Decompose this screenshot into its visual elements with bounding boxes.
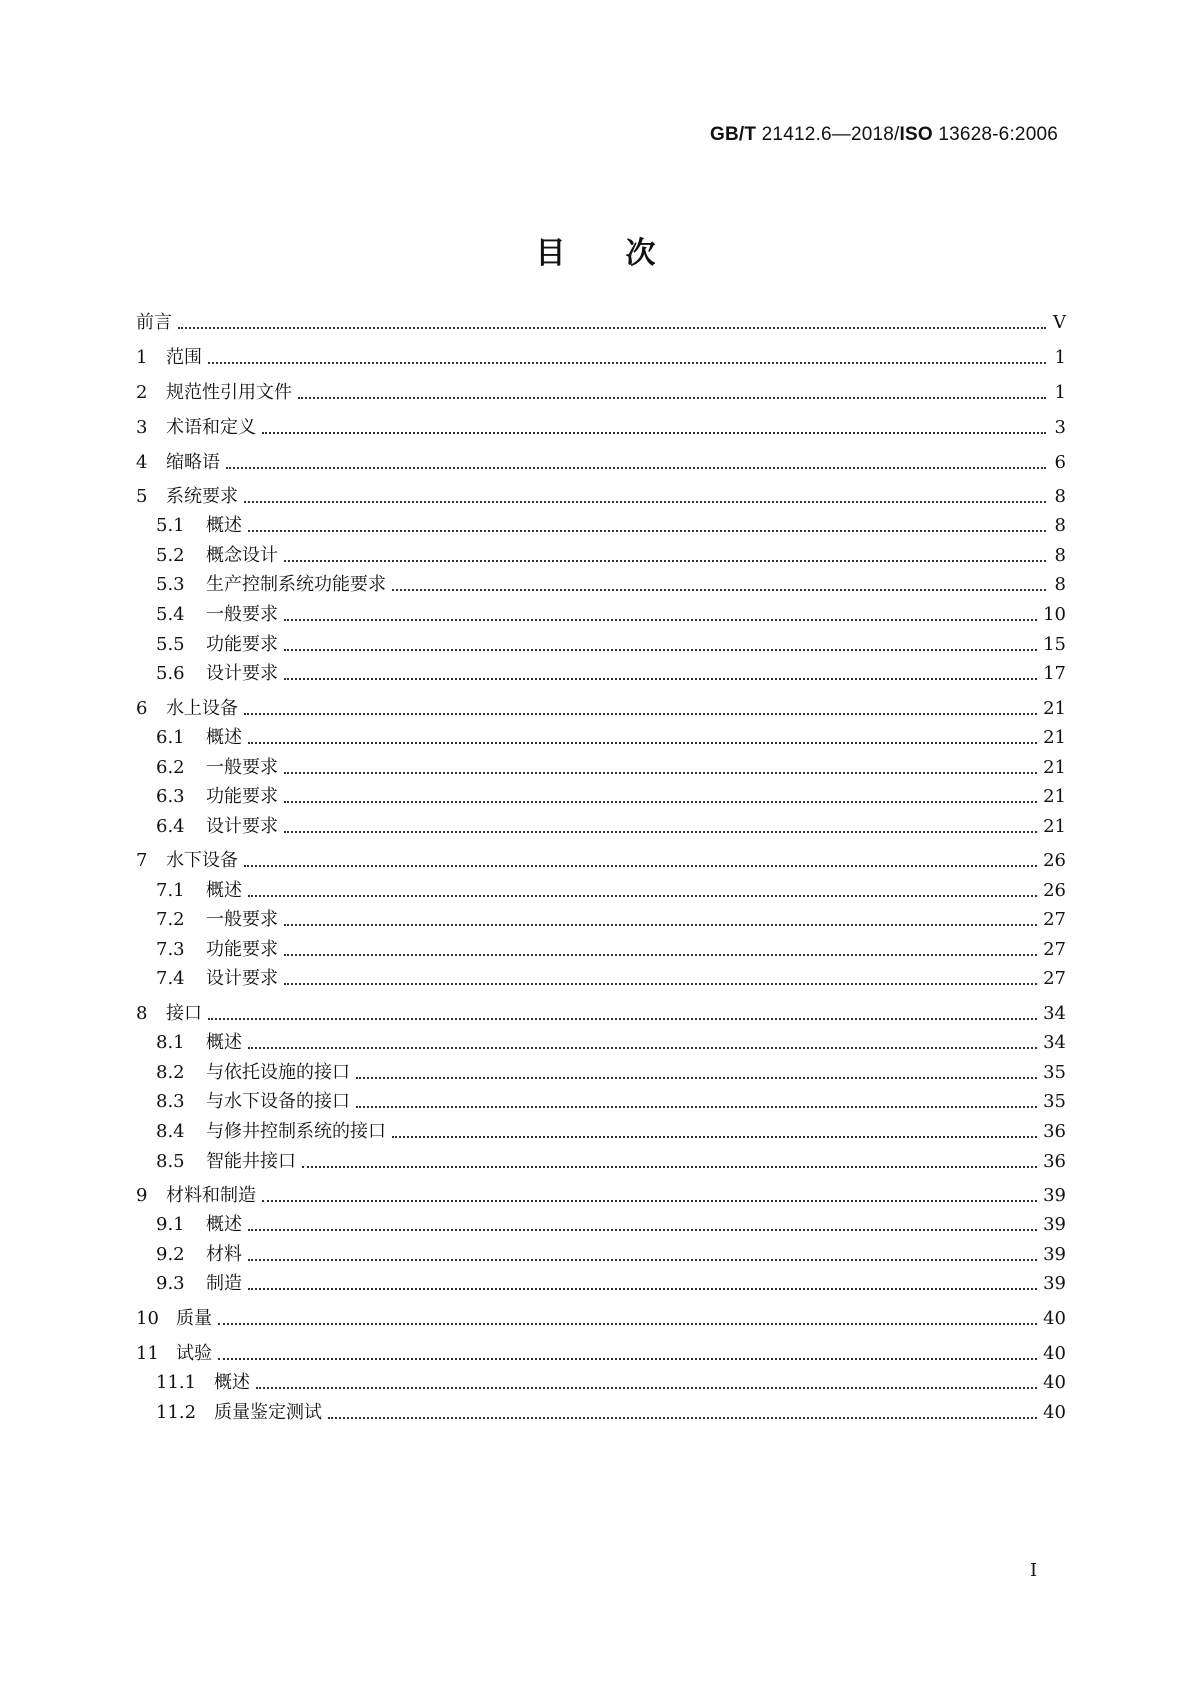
toc-entry[interactable]: [136, 848, 1066, 874]
toc-entry-title: 规范性引用文件: [166, 382, 292, 403]
toc-entry[interactable]: [156, 907, 1066, 933]
toc-entry-title: 功能要求: [206, 786, 278, 807]
toc-entry-number: 7.2: [156, 909, 185, 930]
toc-leader-dots: [248, 1258, 1037, 1261]
toc-leader-dots: [244, 500, 1046, 503]
toc-entry-page: 21: [1043, 816, 1066, 837]
toc-entry-number: 5.1: [156, 515, 185, 536]
toc-entry-label: [136, 380, 292, 406]
toc-leader-dots: [248, 1287, 1037, 1290]
toc-entry-label: [156, 1089, 350, 1115]
toc-entry[interactable]: [136, 696, 1066, 722]
toc-entry-number: 5: [136, 486, 148, 507]
toc-entry[interactable]: [136, 1001, 1066, 1027]
toc-entry-title: 设计要求: [206, 663, 278, 684]
toc-entry-title: 接口: [166, 1003, 202, 1024]
toc-leader-dots: [262, 431, 1046, 434]
standard-code-suffix: 13628-6:2006: [932, 124, 1058, 145]
toc-entry-label: [156, 784, 278, 810]
toc-entry-page: 34: [1043, 1032, 1066, 1053]
toc-entry-label: [156, 572, 386, 598]
toc-entry-page: 8: [1054, 515, 1066, 536]
toc-leader-dots: [284, 982, 1037, 985]
toc-entry[interactable]: [156, 966, 1066, 992]
toc-entry-page: 39: [1043, 1244, 1066, 1265]
toc-leader-dots: [284, 771, 1037, 774]
toc-entry-title: 生产控制系统功能要求: [206, 574, 386, 595]
toc-entry[interactable]: [136, 450, 1066, 476]
toc-entry-title: 概述: [206, 1214, 242, 1235]
toc-leader-dots: [284, 618, 1037, 621]
toc-entry[interactable]: [156, 755, 1066, 781]
toc-entry-title: 系统要求: [166, 486, 238, 507]
toc-entry-title: 功能要求: [206, 939, 278, 960]
toc-leader-dots: [248, 741, 1037, 744]
toc-entry-page: 40: [1043, 1343, 1066, 1364]
toc-entry-label: [136, 1341, 212, 1367]
toc-entry-label: [136, 1001, 202, 1027]
toc-entry-title: 设计要求: [206, 816, 278, 837]
toc-entry-page: Ⅴ: [1053, 312, 1066, 333]
toc-entry[interactable]: [156, 1030, 1066, 1056]
toc-entry-page: 1: [1054, 347, 1066, 368]
toc-entry-label: [156, 543, 278, 569]
toc-entry-label: [136, 1183, 256, 1209]
toc-leader-dots: [248, 1046, 1037, 1049]
toc-entry[interactable]: [156, 1149, 1066, 1175]
toc-entry-page: 3: [1054, 417, 1066, 438]
toc-entry-number: 8.4: [156, 1121, 185, 1142]
toc-entry-page: 34: [1043, 1003, 1066, 1024]
toc-entry-number: 1: [136, 347, 148, 368]
toc-entry-number: 9.1: [156, 1214, 185, 1235]
toc-entry-page: 27: [1043, 939, 1066, 960]
toc-entry-number: 6.4: [156, 816, 185, 837]
toc-entry-number: 8.1: [156, 1032, 185, 1053]
toc-entry-number: 7.1: [156, 880, 185, 901]
toc-entry-label: [156, 907, 278, 933]
toc-entry-title: 与修井控制系统的接口: [206, 1121, 386, 1142]
toc-entry-label: [156, 1370, 250, 1396]
page-title: 目 次: [535, 236, 656, 271]
toc-entry-title: 术语和定义: [166, 417, 256, 438]
toc-entry-label: [156, 1119, 386, 1145]
toc-leader-dots: [208, 361, 1046, 364]
toc-entry-page: 36: [1043, 1151, 1066, 1172]
toc-entry-number: 7.3: [156, 939, 185, 960]
toc-entry-label: [156, 1212, 242, 1238]
toc-entry-label: [156, 1149, 296, 1175]
toc-leader-dots: [302, 1165, 1037, 1168]
toc-entry-label: [136, 345, 202, 371]
toc-entry-number: 11.2: [156, 1402, 197, 1423]
toc-entry-label: [156, 1030, 242, 1056]
toc-entry[interactable]: [156, 878, 1066, 904]
toc-leader-dots: [256, 1386, 1037, 1389]
standard-code-main: 21412.6—2018/: [756, 124, 900, 145]
toc-entry-number: 5.4: [156, 604, 185, 625]
toc-entry-label: [156, 1271, 242, 1297]
toc-entry-title: 质量鉴定测试: [214, 1402, 322, 1423]
toc-leader-dots: [208, 1017, 1037, 1020]
toc-entry-number: 11.1: [156, 1372, 197, 1393]
page-number: Ⅰ: [1030, 1560, 1038, 1581]
toc-entry-number: 10: [136, 1308, 159, 1329]
toc-entry-number: 2: [136, 382, 148, 403]
toc-entry-page: 39: [1043, 1185, 1066, 1206]
toc-entry-number: 4: [136, 452, 148, 473]
toc-entry-label: [156, 966, 278, 992]
toc-entry-page: 6: [1054, 452, 1066, 473]
toc-entry-title: 概述: [206, 515, 242, 536]
toc-entry[interactable]: [156, 1370, 1066, 1396]
toc-entry-title: 概述: [214, 1372, 250, 1393]
toc-entry-number: 8.2: [156, 1062, 185, 1083]
toc-entry-page: 36: [1043, 1121, 1066, 1142]
toc-entry[interactable]: [156, 1242, 1066, 1268]
toc-leader-dots: [248, 894, 1037, 897]
toc-leader-dots: [248, 1228, 1037, 1231]
toc-entry-title: 设计要求: [206, 968, 278, 989]
toc-leader-dots: [284, 830, 1037, 833]
toc-entry[interactable]: [136, 484, 1066, 510]
toc-entry-number: 6.2: [156, 757, 185, 778]
toc-entry[interactable]: [156, 1119, 1066, 1145]
toc-entry-page: 8: [1054, 574, 1066, 595]
toc-entry[interactable]: [136, 415, 1066, 441]
toc-entry-number: 8.3: [156, 1091, 185, 1112]
toc-entry-label: [136, 450, 220, 476]
toc-entry-page: 21: [1043, 727, 1066, 748]
toc-entry-title: 智能井接口: [206, 1151, 296, 1172]
toc-entry-label: [136, 484, 238, 510]
toc-entry[interactable]: [156, 543, 1066, 569]
toc-entry-page: 8: [1054, 486, 1066, 507]
toc-leader-dots: [328, 1416, 1037, 1419]
toc-entry-page: 35: [1043, 1062, 1066, 1083]
toc-entry-label: [136, 310, 172, 336]
toc-entry-title: 功能要求: [206, 634, 278, 655]
toc-entry-label: [156, 1242, 242, 1268]
toc-entry-number: 3: [136, 417, 148, 438]
toc-entry-page: 1: [1054, 382, 1066, 403]
toc-entry-title: 制造: [206, 1273, 242, 1294]
toc-entry-title: 与水下设备的接口: [206, 1091, 350, 1112]
toc-entry-label: [136, 1306, 212, 1332]
toc-leader-dots: [244, 712, 1037, 715]
toc-entry-label: [156, 602, 278, 628]
toc-entry-page: 21: [1043, 698, 1066, 719]
toc-entry-number: 6: [136, 698, 148, 719]
toc-entry-number: 9.3: [156, 1273, 185, 1294]
toc-entry-title: 材料: [206, 1244, 242, 1265]
toc-entry-page: 21: [1043, 757, 1066, 778]
toc-leader-dots: [298, 396, 1046, 399]
toc-entry[interactable]: [156, 1400, 1066, 1426]
toc-entry-page: 15: [1043, 634, 1066, 655]
toc-entry[interactable]: [136, 1183, 1066, 1209]
toc-entry[interactable]: [156, 572, 1066, 598]
toc-entry-title: 概述: [206, 727, 242, 748]
toc-entry-label: [156, 878, 242, 904]
toc-entry-page: 17: [1043, 663, 1066, 684]
toc-entry-page: 10: [1043, 604, 1066, 625]
toc-leader-dots: [392, 588, 1046, 591]
toc-entry-title: 一般要求: [206, 604, 278, 625]
toc-entry-label: [156, 725, 242, 751]
toc-entry[interactable]: [156, 1271, 1066, 1297]
toc-entry-label: [136, 696, 238, 722]
toc-entry-title: 与依托设施的接口: [206, 1062, 350, 1083]
toc-entry[interactable]: [156, 661, 1066, 687]
toc-entry-page: 39: [1043, 1273, 1066, 1294]
toc-entry[interactable]: [156, 1060, 1066, 1086]
toc-entry-title: 水上设备: [166, 698, 238, 719]
toc-entry-title: 一般要求: [206, 909, 278, 930]
toc-entry-page: 27: [1043, 909, 1066, 930]
toc-entry-title: 缩略语: [166, 452, 220, 473]
toc-entry-page: 40: [1043, 1308, 1066, 1329]
toc-entry-label: [156, 1060, 350, 1086]
toc-entry[interactable]: [136, 380, 1066, 406]
toc-leader-dots: [226, 466, 1046, 469]
toc-leader-dots: [284, 677, 1037, 680]
standard-code-iso: ISO: [899, 124, 933, 145]
toc-leader-dots: [284, 800, 1037, 803]
toc-entry[interactable]: [136, 345, 1066, 371]
toc-leader-dots: [244, 864, 1037, 867]
toc-leader-dots: [248, 529, 1046, 532]
toc-entry-number: 6.3: [156, 786, 185, 807]
toc-entry-page: 40: [1043, 1372, 1066, 1393]
toc-entry-number: 5.2: [156, 545, 185, 566]
toc-entry-number: 7: [136, 850, 148, 871]
toc-entry-page: 35: [1043, 1091, 1066, 1112]
toc-entry-label: [136, 848, 238, 874]
toc-leader-dots: [218, 1322, 1037, 1325]
toc-entry-label: [156, 513, 242, 539]
toc-leader-dots: [284, 559, 1046, 562]
toc-entry-label: [156, 661, 278, 687]
toc-entry-page: 27: [1043, 968, 1066, 989]
toc-entry-page: 26: [1043, 850, 1066, 871]
toc-entry-label: [156, 1400, 322, 1426]
toc-leader-dots: [284, 953, 1037, 956]
toc-entry-title: 范围: [166, 347, 202, 368]
toc-entry-title: 质量: [176, 1308, 212, 1329]
toc-entry[interactable]: [136, 310, 1066, 336]
toc-entry-title: 试验: [176, 1343, 212, 1364]
toc-leader-dots: [218, 1357, 1037, 1360]
toc-entry-number: 7.4: [156, 968, 185, 989]
toc-entry[interactable]: [156, 937, 1066, 963]
toc-leader-dots: [356, 1076, 1037, 1079]
toc-entry-label: [156, 937, 278, 963]
toc-entry[interactable]: [156, 1089, 1066, 1115]
toc-entry[interactable]: [156, 784, 1066, 810]
toc-leader-dots: [178, 326, 1046, 329]
toc-entry-label: [156, 814, 278, 840]
toc-entry-number: 8: [136, 1003, 148, 1024]
toc-entry[interactable]: [156, 602, 1066, 628]
toc-leader-dots: [284, 923, 1037, 926]
toc-entry[interactable]: [156, 513, 1066, 539]
toc-entry-title: 材料和制造: [166, 1185, 256, 1206]
toc-entry-title: 概述: [206, 880, 242, 901]
toc-entry[interactable]: [136, 1341, 1066, 1367]
toc-entry-title: 概述: [206, 1032, 242, 1053]
toc-entry-page: 39: [1043, 1214, 1066, 1235]
toc-leader-dots: [262, 1199, 1037, 1202]
toc-entry-label: [156, 755, 278, 781]
toc-entry-page: 40: [1043, 1402, 1066, 1423]
toc-entry-number: 5.5: [156, 634, 185, 655]
toc-entry-number: 5.6: [156, 663, 185, 684]
toc-entry-number: 6.1: [156, 727, 185, 748]
toc-entry-title: 一般要求: [206, 757, 278, 778]
toc-entry-page: 26: [1043, 880, 1066, 901]
toc-entry[interactable]: [156, 814, 1066, 840]
toc-entry-number: 9.2: [156, 1244, 185, 1265]
table-of-contents: [136, 0, 1066, 1600]
toc-entry-title: 前言: [136, 312, 172, 333]
toc-entry-page: 8: [1054, 545, 1066, 566]
standard-code-prefix: GB/T: [710, 124, 757, 145]
toc-entry-title: 概念设计: [206, 545, 278, 566]
toc-entry-number: 11: [136, 1343, 159, 1364]
toc-entry-title: 水下设备: [166, 850, 238, 871]
toc-entry[interactable]: [156, 1212, 1066, 1238]
toc-entry-label: [136, 415, 256, 441]
toc-entry[interactable]: [156, 632, 1066, 658]
toc-leader-dots: [392, 1135, 1037, 1138]
toc-entry[interactable]: [156, 725, 1066, 751]
toc-entry[interactable]: [136, 1306, 1066, 1332]
toc-leader-dots: [356, 1105, 1037, 1108]
toc-leader-dots: [284, 648, 1037, 651]
toc-entry-number: 5.3: [156, 574, 185, 595]
toc-entry-label: [156, 632, 278, 658]
toc-entry-number: 9: [136, 1185, 148, 1206]
toc-entry-page: 21: [1043, 786, 1066, 807]
toc-entry-number: 8.5: [156, 1151, 185, 1172]
